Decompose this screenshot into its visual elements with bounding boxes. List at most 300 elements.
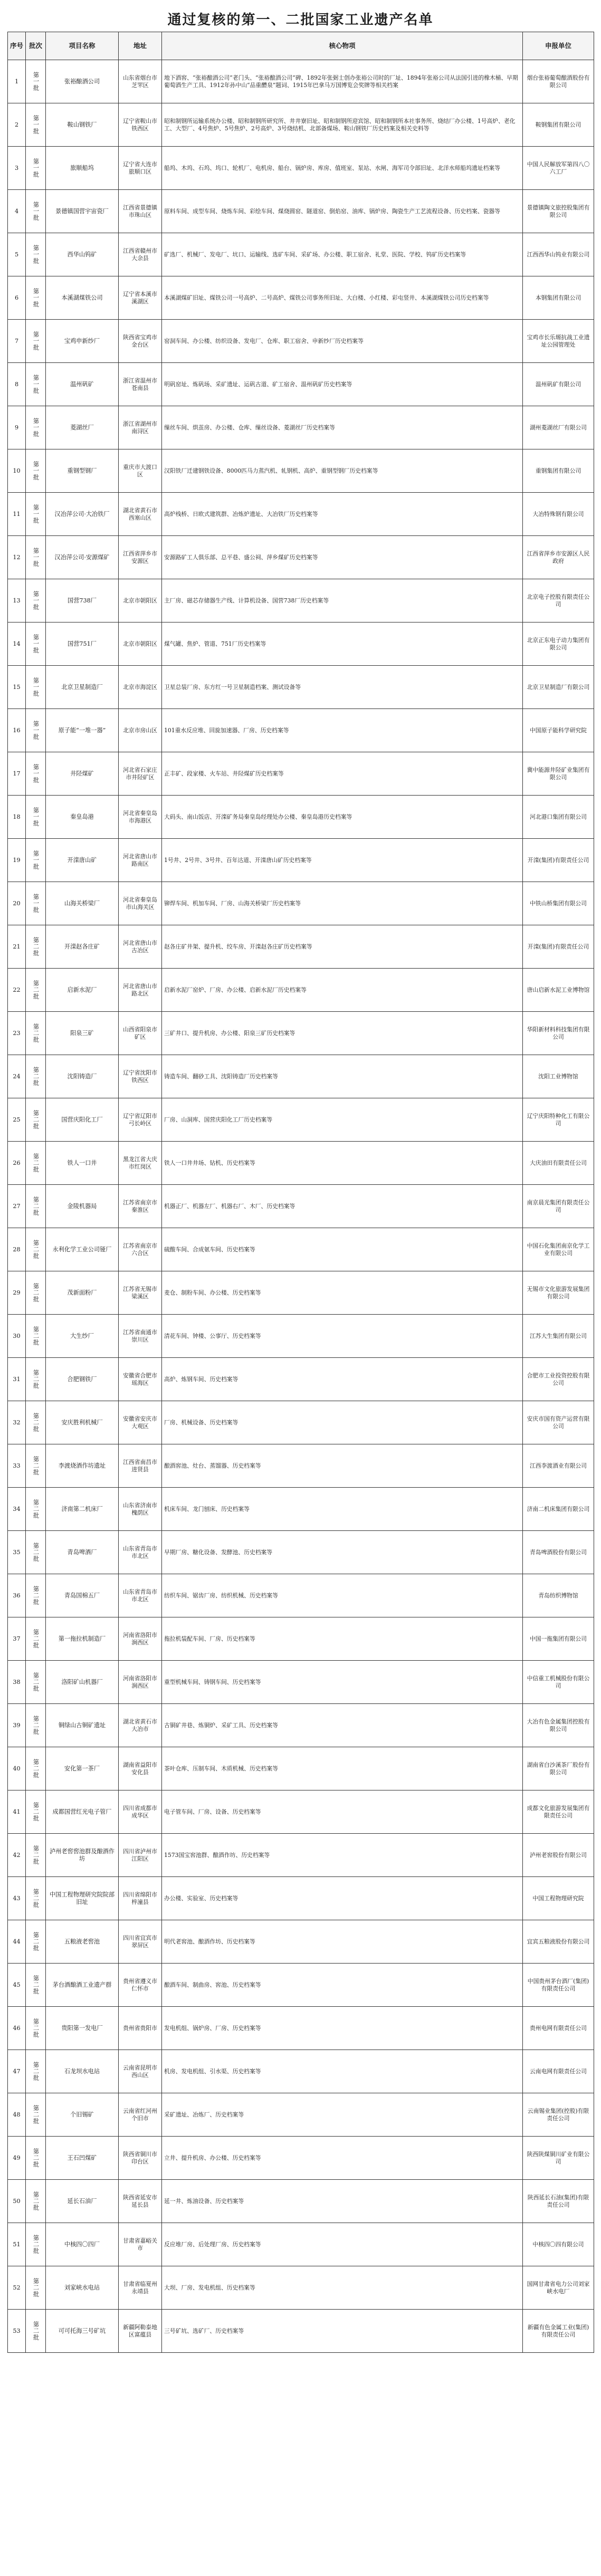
row-number: 38 (8, 1661, 26, 1704)
row-number: 30 (8, 1315, 26, 1358)
row-number: 46 (8, 2007, 26, 2050)
table-row (8, 2050, 594, 2093)
row-core-assets: 麦仓、制粉车间、办公楼、历史档案等 (162, 1271, 523, 1315)
row-number: 45 (8, 1964, 26, 2007)
row-batch: 第一批 (26, 406, 46, 449)
row-number: 36 (8, 1574, 26, 1617)
row-batch: 第二批 (26, 1271, 46, 1315)
row-applicant: 合肥市工业投资控股有限公司 (523, 1358, 594, 1401)
row-batch: 第一批 (26, 320, 46, 363)
row-number: 19 (8, 839, 26, 882)
row-project-name: 茅台酒酿酒工业遗产群 (46, 1964, 119, 2007)
table-row (8, 1228, 594, 1271)
table-row (8, 1790, 594, 1834)
row-batch: 第一批 (26, 536, 46, 579)
row-address: 重庆市大渡口区 (119, 449, 162, 493)
row-core-assets: 电子管车间、厂房、设备、历史档案等 (162, 1790, 523, 1834)
row-core-assets: 清花车间、钟楼、公事厅、历史档案等 (162, 1315, 523, 1358)
row-core-assets: 重型机械车间、铸钢车间、历史档案等 (162, 1661, 523, 1704)
table-row (8, 1185, 594, 1228)
row-number: 12 (8, 536, 26, 579)
row-address: 江苏省南京市六合区 (119, 1228, 162, 1271)
row-core-assets: 硫酸车间、合成氨车间、历史档案等 (162, 1228, 523, 1271)
row-batch: 第二批 (26, 2223, 46, 2266)
row-address: 山东省青岛市市北区 (119, 1531, 162, 1574)
row-number: 50 (8, 2180, 26, 2223)
row-project-name: 青岛啤酒厂 (46, 1531, 119, 1574)
row-project-name: 李渡烧酒作坊遗址 (46, 1444, 119, 1488)
table-row (8, 276, 594, 320)
row-applicant: 温州矾矿有限公司 (523, 363, 594, 406)
table-row (8, 1271, 594, 1315)
row-number: 13 (8, 579, 26, 623)
row-number: 5 (8, 233, 26, 276)
header-no: 序号 (8, 32, 26, 60)
header-address: 地址 (119, 32, 162, 60)
row-number: 31 (8, 1358, 26, 1401)
row-address: 辽宁省沈阳市铁西区 (119, 1055, 162, 1098)
table-row (8, 2223, 594, 2266)
row-address: 湖北省黄石市西塞山区 (119, 493, 162, 536)
row-number: 15 (8, 666, 26, 709)
table-row (8, 1531, 594, 1574)
row-project-name: 泸州老窖窖池群及酿酒作坊 (46, 1834, 119, 1877)
row-project-name: 秦皇岛港 (46, 796, 119, 839)
row-address: 辽宁省辽阳市弓长岭区 (119, 1098, 162, 1142)
row-core-assets: 铆焊车间、机加车间、厂房、山海关桥梁厂历史档案等 (162, 882, 523, 925)
row-number: 14 (8, 623, 26, 666)
table-row (8, 579, 594, 623)
row-applicant: 沈阳工业博物馆 (523, 1055, 594, 1098)
row-project-name: 北京卫星制造厂 (46, 666, 119, 709)
row-number: 28 (8, 1228, 26, 1271)
table-header-row (8, 32, 594, 60)
row-applicant: 鞍钢集团有限公司 (523, 103, 594, 147)
table-row (8, 1444, 594, 1488)
table-row (8, 536, 594, 579)
row-number: 37 (8, 1617, 26, 1661)
row-number: 23 (8, 1012, 26, 1055)
row-core-assets: 主厂房、磁芯存储器生产线、计算机设备、国营738厂历史档案等 (162, 579, 523, 623)
row-project-name: 大生纱厂 (46, 1315, 119, 1358)
row-address: 安徽省安庆市大观区 (119, 1401, 162, 1444)
row-project-name: 鞍山钢铁厂 (46, 103, 119, 147)
header-batch: 批次 (26, 32, 46, 60)
row-number: 29 (8, 1271, 26, 1315)
row-applicant: 青岛啤酒股份有限公司 (523, 1531, 594, 1574)
row-applicant: 河北港口集团有限公司 (523, 796, 594, 839)
row-applicant: 开滦(集团)有限责任公司 (523, 839, 594, 882)
row-applicant: 贵州电网有限责任公司 (523, 2007, 594, 2050)
row-core-assets: 原料车间、成型车间、烧炼车间、彩绘车间、煤烧圆窑、隧道窑、倒焰窑、油库、锅炉房、陶瓷生产工艺流程设备、历史档案、瓷器等 (162, 190, 523, 233)
row-address: 江西省南昌市进贤县 (119, 1444, 162, 1488)
row-address: 甘肃省嘉峪关市 (119, 2223, 162, 2266)
row-number: 2 (8, 103, 26, 147)
row-address: 贵州省贵阳市 (119, 2007, 162, 2050)
row-address: 江西省景德镇市珠山区 (119, 190, 162, 233)
row-address: 四川省宜宾市翠屏区 (119, 1920, 162, 1964)
row-core-assets: 赵各庄矿井架、提升机、绞车房、开滦赵各庄矿历史档案等 (162, 925, 523, 969)
row-number: 1 (8, 60, 26, 103)
row-applicant: 宜宾五粮液股份有限公司 (523, 1920, 594, 1964)
row-project-name: 贵阳第一发电厂 (46, 2007, 119, 2050)
row-core-assets: 酿酒车间、制曲房、窖池、历史档案等 (162, 1964, 523, 2007)
row-applicant: 无锡市文化旅游发展集团有限公司 (523, 1271, 594, 1315)
table-row (8, 1617, 594, 1661)
row-core-assets: 1号井、2号井、3号井、百年达道、开滦唐山矿历史档案等 (162, 839, 523, 882)
row-number: 4 (8, 190, 26, 233)
row-batch: 第二批 (26, 2180, 46, 2223)
row-project-name: 可可托海三号矿坑 (46, 2310, 119, 2353)
row-address: 陕西省延安市延长县 (119, 2180, 162, 2223)
row-address: 四川省成都市成华区 (119, 1790, 162, 1834)
row-core-assets: 三矿井口、提升机房、办公楼、阳泉三矿历史档案等 (162, 1012, 523, 1055)
row-project-name: 国营738厂 (46, 579, 119, 623)
row-core-assets: 大坝、厂房、发电机组、历史档案等 (162, 2266, 523, 2310)
table-row (8, 839, 594, 882)
row-project-name: 国营751厂 (46, 623, 119, 666)
table-row (8, 363, 594, 406)
table-row (8, 752, 594, 796)
row-batch: 第一批 (26, 709, 46, 752)
row-project-name: 王石凹煤矿 (46, 2137, 119, 2180)
row-address: 山西省阳泉市矿区 (119, 1012, 162, 1055)
table-row (8, 233, 594, 276)
row-number: 40 (8, 1747, 26, 1790)
row-core-assets: 正丰矿、段家楼、火车站、井陉煤矿历史档案等 (162, 752, 523, 796)
row-number: 34 (8, 1488, 26, 1531)
row-applicant: 开滦(集团)有限责任公司 (523, 925, 594, 969)
row-applicant: 江西西华山钨业有限公司 (523, 233, 594, 276)
row-address: 新疆阿勒泰地区富蕴县 (119, 2310, 162, 2353)
table-row (8, 493, 594, 536)
row-applicant: 本钢集团有限公司 (523, 276, 594, 320)
row-number: 24 (8, 1055, 26, 1098)
row-batch: 第二批 (26, 1617, 46, 1661)
table-row (8, 1142, 594, 1185)
row-core-assets: 1573国宝窖池群、酿酒作坊、历史档案等 (162, 1834, 523, 1877)
row-address: 浙江省湖州市南浔区 (119, 406, 162, 449)
row-applicant: 中铁山桥集团有限公司 (523, 882, 594, 925)
row-project-name: 本溪湖煤铁公司 (46, 276, 119, 320)
row-project-name: 西华山钨矿 (46, 233, 119, 276)
row-batch: 第二批 (26, 1012, 46, 1055)
table-row (8, 1012, 594, 1055)
row-applicant: 济南二机床集团有限公司 (523, 1488, 594, 1531)
table-row (8, 406, 594, 449)
row-number: 42 (8, 1834, 26, 1877)
row-applicant: 安庆市国有资产运营有限公司 (523, 1401, 594, 1444)
table-row (8, 925, 594, 969)
row-batch: 第一批 (26, 796, 46, 839)
row-applicant: 江西李渡酒业有限公司 (523, 1444, 594, 1488)
row-batch: 第二批 (26, 1315, 46, 1358)
row-address: 辽宁省本溪市溪湖区 (119, 276, 162, 320)
row-batch: 第二批 (26, 1098, 46, 1142)
row-number: 21 (8, 925, 26, 969)
table-row (8, 449, 594, 493)
row-core-assets: 办公楼、实验室、历史档案等 (162, 1877, 523, 1920)
row-batch: 第二批 (26, 2007, 46, 2050)
row-batch: 第二批 (26, 969, 46, 1012)
row-address: 江西省萍乡市安源区 (119, 536, 162, 579)
row-address: 辽宁省大连市旅顺口区 (119, 147, 162, 190)
table-row (8, 796, 594, 839)
row-applicant: 中信重工机械股份有限公司 (523, 1661, 594, 1704)
row-batch: 第一批 (26, 666, 46, 709)
row-number: 22 (8, 969, 26, 1012)
row-applicant: 华阳新材料科技集团有限公司 (523, 1012, 594, 1055)
row-number: 9 (8, 406, 26, 449)
row-address: 山东省烟台市芝罘区 (119, 60, 162, 103)
row-applicant: 北京正东电子动力集团有限公司 (523, 623, 594, 666)
row-project-name: 沈阳铸造厂 (46, 1055, 119, 1098)
row-number: 26 (8, 1142, 26, 1185)
row-core-assets: 纺织车间、锯齿厂房、纺织机械、历史档案等 (162, 1574, 523, 1617)
row-project-name: 合肥钢铁厂 (46, 1358, 119, 1401)
row-number: 18 (8, 796, 26, 839)
table-row (8, 320, 594, 363)
table-row (8, 1098, 594, 1142)
header-core-assets: 核心物项 (162, 32, 523, 60)
header-applicant: 申报单位 (523, 32, 594, 60)
row-applicant: 陕西延长石油(集团)有限责任公司 (523, 2180, 594, 2223)
row-address: 河南省洛阳市涧西区 (119, 1617, 162, 1661)
row-applicant: 江西省萍乡市安源区人民政府 (523, 536, 594, 579)
table-row (8, 2266, 594, 2310)
row-applicant: 冀中能源井陉矿业集团有限公司 (523, 752, 594, 796)
row-batch: 第一批 (26, 233, 46, 276)
row-address: 江苏省南京市秦淮区 (119, 1185, 162, 1228)
row-address: 河北省秦皇岛市海港区 (119, 796, 162, 839)
row-address: 河北省石家庄市井陉矿区 (119, 752, 162, 796)
row-core-assets: 启新水泥厂窑炉、厂房、办公楼、启新水泥厂历史档案等 (162, 969, 523, 1012)
row-batch: 第二批 (26, 1661, 46, 1704)
row-project-name: 汉冶萍公司·大冶铁厂 (46, 493, 119, 536)
row-project-name: 成都国营红光电子管厂 (46, 1790, 119, 1834)
table-row (8, 969, 594, 1012)
row-project-name: 国营庆阳化工厂 (46, 1098, 119, 1142)
row-project-name: 延长石油厂 (46, 2180, 119, 2223)
row-applicant: 云南电网有限责任公司 (523, 2050, 594, 2093)
row-number: 48 (8, 2093, 26, 2137)
row-core-assets: 明代老窖池、酿酒作坊、历史档案等 (162, 1920, 523, 1964)
row-core-assets: 采矿遗址、冶炼厂、历史档案等 (162, 2093, 523, 2137)
row-batch: 第一批 (26, 60, 46, 103)
row-address: 北京市房山区 (119, 709, 162, 752)
row-batch: 第二批 (26, 1877, 46, 1920)
table-row (8, 2310, 594, 2353)
row-core-assets: 机房、发电机组、引水渠、历史档案等 (162, 2050, 523, 2093)
row-batch: 第二批 (26, 2093, 46, 2137)
row-applicant: 云南锡业集团(控股)有限责任公司 (523, 2093, 594, 2137)
row-batch: 第一批 (26, 623, 46, 666)
table-row (8, 1877, 594, 1920)
row-number: 52 (8, 2266, 26, 2310)
row-number: 3 (8, 147, 26, 190)
row-address: 陕西省宝鸡市金台区 (119, 320, 162, 363)
row-applicant: 中核四〇四有限公司 (523, 2223, 594, 2266)
row-number: 44 (8, 1920, 26, 1964)
row-applicant: 北京卫星制造厂有限公司 (523, 666, 594, 709)
row-number: 51 (8, 2223, 26, 2266)
table-row (8, 2180, 594, 2223)
row-project-name: 铜绿山古铜矿遗址 (46, 1704, 119, 1747)
row-applicant: 中国原子能科学研究院 (523, 709, 594, 752)
row-core-assets: 厂房、机械设备、历史档案等 (162, 1401, 523, 1444)
row-batch: 第一批 (26, 752, 46, 796)
row-number: 11 (8, 493, 26, 536)
row-project-name: 山海关桥梁厂 (46, 882, 119, 925)
row-batch: 第二批 (26, 1704, 46, 1747)
row-project-name: 洛阳矿山机器厂 (46, 1661, 119, 1704)
table-row (8, 1920, 594, 1964)
table-row (8, 1747, 594, 1790)
row-project-name: 原子能“一堆一器” (46, 709, 119, 752)
row-core-assets: 机器正厂、机器左厂、机器右厂、木厂、历史档案等 (162, 1185, 523, 1228)
row-batch: 第一批 (26, 579, 46, 623)
row-project-name: 永利化学工业公司铔厂 (46, 1228, 119, 1271)
row-core-assets: 高炉栈桥、日欧式建筑群、冶炼炉遗址、大冶铁厂历史档案等 (162, 493, 523, 536)
row-project-name: 石龙坝水电站 (46, 2050, 119, 2093)
row-core-assets: 反应堆厂房、后处理厂房、历史档案等 (162, 2223, 523, 2266)
row-address: 河南省洛阳市涧西区 (119, 1661, 162, 1704)
row-address: 湖北省黄石市大冶市 (119, 1704, 162, 1747)
row-number: 6 (8, 276, 26, 320)
row-core-assets: 101重水反应堆、回旋加速器、厂房、历史档案等 (162, 709, 523, 752)
row-project-name: 菱湖丝厂 (46, 406, 119, 449)
row-address: 黑龙江省大庆市红岗区 (119, 1142, 162, 1185)
row-batch: 第二批 (26, 925, 46, 969)
row-address: 河北省唐山市路北区 (119, 969, 162, 1012)
row-project-name: 铁人一口井 (46, 1142, 119, 1185)
row-project-name: 安庆胜利机械厂 (46, 1401, 119, 1444)
table-row (8, 623, 594, 666)
row-batch: 第一批 (26, 103, 46, 147)
row-project-name: 井陉煤矿 (46, 752, 119, 796)
row-core-assets: 发电机组、锅炉房、厂房、历史档案等 (162, 2007, 523, 2050)
row-core-assets: 矿选厂、机械厂、发电厂、坑口、运输线、选矿车间、采矿场、办公楼、职工宿舍、礼堂、医院、学校、钨矿历史档案等 (162, 233, 523, 276)
table-row (8, 2137, 594, 2180)
row-number: 53 (8, 2310, 26, 2353)
row-applicant: 辽宁庆阳特种化工有限公司 (523, 1098, 594, 1142)
row-project-name: 汉冶萍公司·安源煤矿 (46, 536, 119, 579)
row-core-assets: 酿酒窖池、灶台、蒸馏器、历史档案等 (162, 1444, 523, 1488)
row-core-assets: 铸造车间、翻砂工具、沈阳铸造厂历史档案等 (162, 1055, 523, 1098)
row-number: 8 (8, 363, 26, 406)
row-address: 安徽省合肥市瑶海区 (119, 1358, 162, 1401)
row-core-assets: 高炉、炼钢车间、历史档案等 (162, 1358, 523, 1401)
table-row (8, 2093, 594, 2137)
row-batch: 第二批 (26, 1747, 46, 1790)
row-address: 贵州省遵义市仁怀市 (119, 1964, 162, 2007)
row-core-assets: 三号矿坑、选矿厂、历史档案等 (162, 2310, 523, 2353)
row-batch: 第二批 (26, 1358, 46, 1401)
row-core-assets: 煤气罐、焦炉、管道、751厂历史档案等 (162, 623, 523, 666)
row-project-name: 张裕酿酒公司 (46, 60, 119, 103)
row-batch: 第二批 (26, 1401, 46, 1444)
row-address: 云南省红河州个旧市 (119, 2093, 162, 2137)
row-project-name: 开滦唐山矿 (46, 839, 119, 882)
row-number: 25 (8, 1098, 26, 1142)
row-core-assets: 窑洞车间、办公楼、纺织设备、发电厂、仓库、职工宿舍、申新纱厂历史档案等 (162, 320, 523, 363)
row-applicant: 青岛纺织博物馆 (523, 1574, 594, 1617)
row-applicant: 江苏大生集团有限公司 (523, 1315, 594, 1358)
row-batch: 第二批 (26, 1142, 46, 1185)
row-core-assets: 茶叶仓库、压制车间、木质机械、历史档案等 (162, 1747, 523, 1790)
row-applicant: 北京电子控股有限责任公司 (523, 579, 594, 623)
row-applicant: 泸州老窖股份有限公司 (523, 1834, 594, 1877)
row-batch: 第二批 (26, 1185, 46, 1228)
row-batch: 第二批 (26, 1531, 46, 1574)
row-applicant: 湖南省白沙溪茶厂股份有限公司 (523, 1747, 594, 1790)
row-address: 四川省泸州市江阳区 (119, 1834, 162, 1877)
table-row (8, 103, 594, 147)
row-address: 甘肃省临夏州永靖县 (119, 2266, 162, 2310)
row-number: 10 (8, 449, 26, 493)
row-applicant: 中国人民解放军第四八〇六工厂 (523, 147, 594, 190)
row-batch: 第一批 (26, 276, 46, 320)
table-row (8, 1488, 594, 1531)
row-number: 17 (8, 752, 26, 796)
row-core-assets: 立井、提升机房、办公楼、历史档案等 (162, 2137, 523, 2180)
table-row (8, 1704, 594, 1747)
table-row (8, 709, 594, 752)
row-batch: 第二批 (26, 2137, 46, 2180)
row-project-name: 阳泉三矿 (46, 1012, 119, 1055)
row-core-assets: 汉阳铁厂迁建钢铁设备、8000匹马力蒸汽机、轧钢机、高炉、重钢型钢厂历史档案等 (162, 449, 523, 493)
row-address: 云南省昆明市西山区 (119, 2050, 162, 2093)
row-batch: 第二批 (26, 1920, 46, 1964)
row-core-assets: 明矾窑址、炼矾场、采矿遗址、运矾古道、矿工宿舍、温州矾矿历史档案等 (162, 363, 523, 406)
table-row (8, 1964, 594, 2007)
row-applicant: 景德镇陶文旅控股集团有限公司 (523, 190, 594, 233)
table-row (8, 1055, 594, 1098)
row-number: 7 (8, 320, 26, 363)
row-applicant: 大冶特殊钢有限公司 (523, 493, 594, 536)
row-batch: 第二批 (26, 1055, 46, 1098)
row-batch: 第一批 (26, 190, 46, 233)
row-applicant: 新疆有色金属工业(集团)有限责任公司 (523, 2310, 594, 2353)
row-applicant: 中国一拖集团有限公司 (523, 1617, 594, 1661)
row-core-assets: 大码头、南山饭店、开滦矿务局秦皇岛经理处办公楼、秦皇岛港历史档案等 (162, 796, 523, 839)
row-project-name: 安化第一茶厂 (46, 1747, 119, 1790)
row-number: 41 (8, 1790, 26, 1834)
row-address: 四川省绵阳市梓潼县 (119, 1877, 162, 1920)
heritage-table (7, 32, 594, 2353)
table-row (8, 1574, 594, 1617)
row-batch: 第一批 (26, 839, 46, 882)
row-batch: 第一批 (26, 363, 46, 406)
row-address: 陕西省铜川市印台区 (119, 2137, 162, 2180)
row-core-assets: 延一井、炼油设备、历史档案等 (162, 2180, 523, 2223)
row-core-assets: 厂房、山洞库、国营庆阳化工厂历史档案等 (162, 1098, 523, 1142)
row-number: 35 (8, 1531, 26, 1574)
row-project-name: 中国工程物理研究院院部旧址 (46, 1877, 119, 1920)
row-project-name: 刘家峡水电站 (46, 2266, 119, 2310)
row-address: 河北省唐山市路南区 (119, 839, 162, 882)
row-applicant: 大庆油田有限责任公司 (523, 1142, 594, 1185)
row-project-name: 景德镇国营宇宙瓷厂 (46, 190, 119, 233)
row-batch: 第二批 (26, 1964, 46, 2007)
row-address: 江苏省无锡市梁溪区 (119, 1271, 162, 1315)
row-batch: 第二批 (26, 2310, 46, 2353)
row-address: 北京市朝阳区 (119, 579, 162, 623)
table-row (8, 190, 594, 233)
table-row (8, 2007, 594, 2050)
row-project-name: 宝鸡申新纱厂 (46, 320, 119, 363)
table-row (8, 666, 594, 709)
